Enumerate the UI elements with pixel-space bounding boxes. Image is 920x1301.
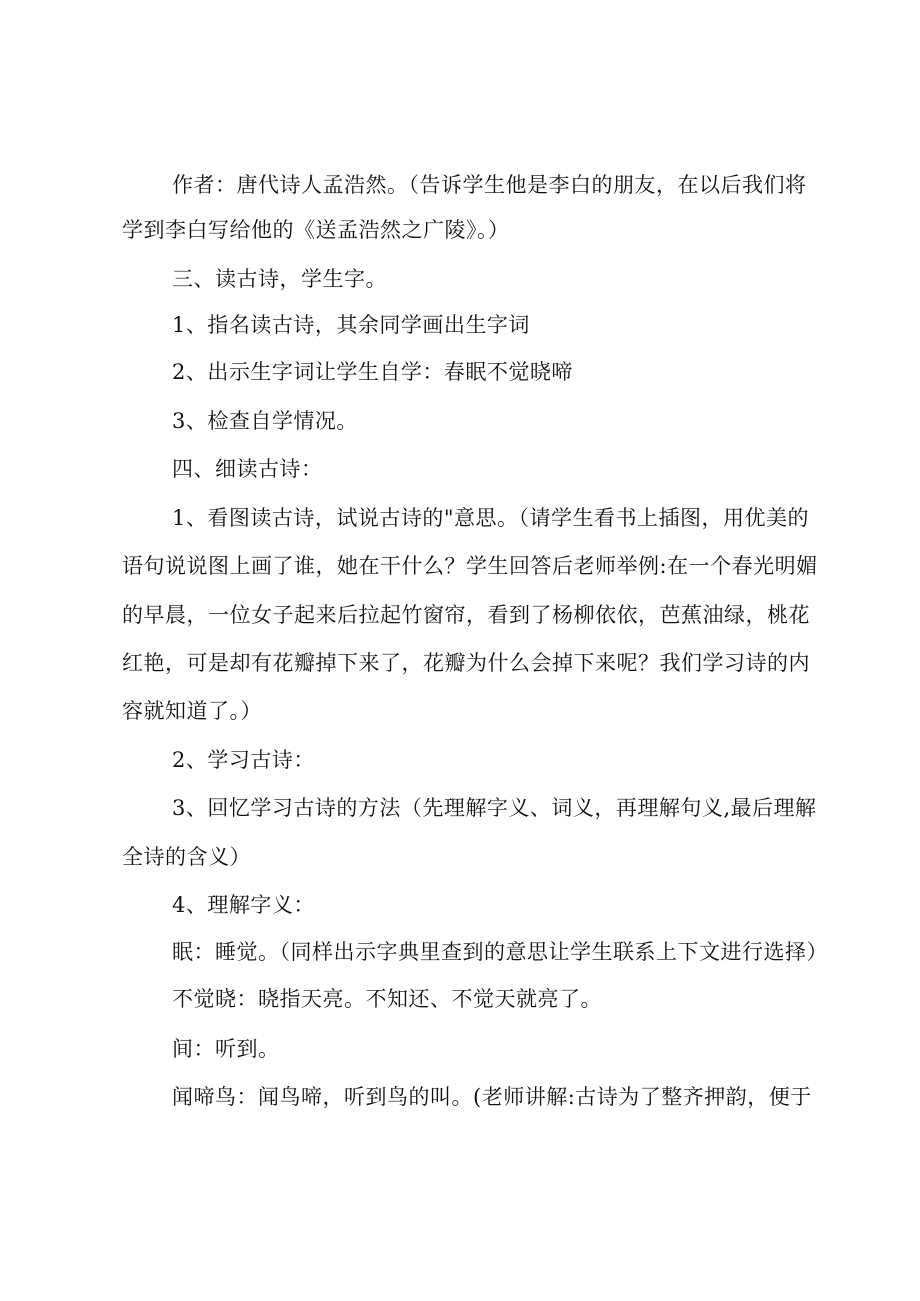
list-item: 2、学习古诗：	[172, 748, 315, 772]
text-line: 学到李白写给他的《送孟浩然之广陵》。）	[122, 218, 510, 242]
text-line: 的早晨，一位女子起来后拉起竹窗帘，看到了杨柳依依，芭蕉油绿，桃花	[122, 603, 810, 627]
list-item: 2、出示生字词让学生自学：春眠不觉晓啼	[172, 360, 573, 384]
section-heading: 四、细读古诗：	[172, 457, 323, 481]
list-item: 3、检查自学情况。	[172, 409, 358, 433]
text-line: 间：听到。	[172, 1037, 280, 1061]
text-line: 红艳，可是却有花瓣掉下来了，花瓣为什么会掉下来呢？我们学习诗的内	[122, 651, 810, 675]
section-heading: 三、读古诗，学生字。	[172, 267, 387, 291]
text-line: 闻啼鸟：闻鸟啼，听到鸟的叫。(老师讲解:古诗为了整齐押韵，便于	[172, 1085, 812, 1109]
list-item: 1、指名读古诗，其余同学画出生字词	[172, 313, 530, 337]
text-line: 作者：唐代诗人孟浩然。（告诉学生他是李白的朋友，在以后我们将	[172, 173, 807, 197]
text-line: 不觉晓：晓指天亮。不知还、不觉天就亮了。	[172, 987, 602, 1011]
list-item: 1、看图读古诗，试说古诗的"意思。（请学生看书上插图，用优美的	[172, 506, 810, 530]
text-line: 语句说说图上画了谁，她在干什么？学生回答后老师举例:在一个春光明媚	[122, 554, 818, 578]
list-item: 3、回忆学习古诗的方法（先理解字义、词义，再理解句义,最后理解	[172, 796, 817, 820]
list-item: 4、理解字义：	[172, 893, 315, 917]
text-line: 容就知道了。）	[122, 699, 262, 723]
text-line: 全诗的含义）	[122, 845, 251, 869]
text-line: 眠：睡觉。（同样出示字典里查到的意思让学生联系上下文进行选择）	[172, 940, 828, 964]
